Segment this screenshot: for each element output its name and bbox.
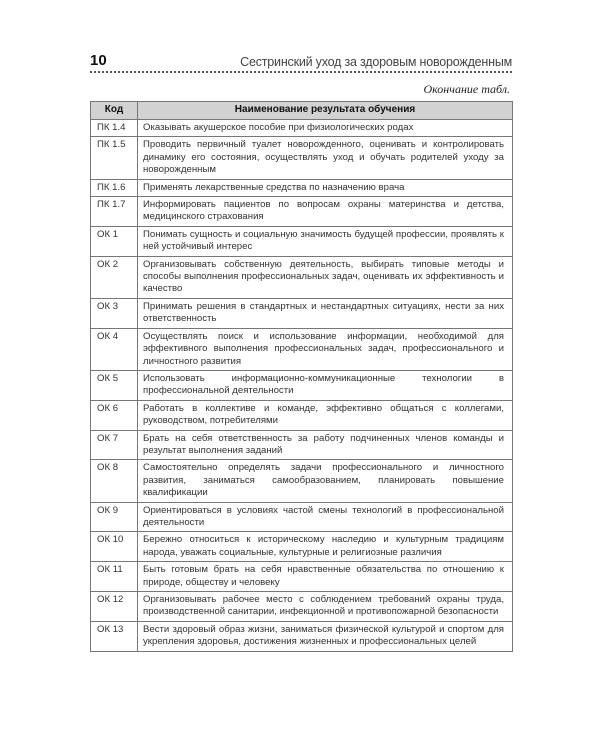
running-title: Сестринский уход за здоровым новорожденным (240, 54, 512, 69)
row-code: ОК 1 (91, 226, 138, 256)
table-row (91, 256, 513, 298)
row-description: Использовать информационно-коммуникационные технологии в профессиональной деятельности (138, 370, 513, 400)
table-row (91, 430, 513, 460)
row-description: Ориентироваться в условиях частой смены технологий в профессиональной деятельности (138, 502, 513, 532)
row-description: Осуществлять поиск и использование информации, необходимой для эффективного выполнения профессиональных задач, профессионального и личностного развития (138, 328, 513, 370)
column-header-result-name: Наименование результата обучения (138, 102, 513, 120)
row-code: ОК 12 (91, 592, 138, 622)
row-code: ОК 3 (91, 298, 138, 328)
row-code: ПК 1.4 (91, 120, 138, 137)
table-row (91, 120, 513, 137)
row-description: Понимать сущность и социальную значимость будущей профессии, проявлять к ней устойчивый интерес (138, 226, 513, 256)
row-description: Организовывать собственную деятельность, выбирать типовые методы и способы выполнения профессиональных задач, оценивать их эффективность и качество (138, 256, 513, 298)
row-code: ПК 1.5 (91, 137, 138, 179)
learning-results-table (90, 101, 513, 652)
row-description: Информировать пациентов по вопросам охраны материнства и детства, медицинского страхования (138, 197, 513, 227)
table-row (91, 621, 513, 651)
row-code: ОК 9 (91, 502, 138, 532)
table-row (91, 532, 513, 562)
row-description: Самостоятельно определять задачи профессионального и личностного развития, заниматься самообразованием, планировать повышение квалификации (138, 460, 513, 502)
row-description: Применять лекарственные средства по назначению врача (138, 179, 513, 196)
table-row (91, 179, 513, 196)
row-code: ОК 5 (91, 370, 138, 400)
row-description: Принимать решения в стандартных и нестандартных ситуациях, нести за них ответственность (138, 298, 513, 328)
row-code: ОК 6 (91, 400, 138, 430)
row-code: ОК 4 (91, 328, 138, 370)
row-description: Брать на себя ответственность за работу подчиненных членов команды и результат выполнения заданий (138, 430, 513, 460)
row-code: ПК 1.7 (91, 197, 138, 227)
table-row (91, 137, 513, 179)
row-description: Организовывать рабочее место с соблюдением требований охраны труда, производственной санитарии, инфекционной и противопожарной безопасности (138, 592, 513, 622)
row-description: Бережно относиться к историческому наследию и культурным традициям народа, уважать социальные, культурные и религиозные различия (138, 532, 513, 562)
table-row (91, 562, 513, 592)
row-code: ОК 13 (91, 621, 138, 651)
row-description: Оказывать акушерское пособие при физиологических родах (138, 120, 513, 137)
table-row (91, 592, 513, 622)
table-row (91, 400, 513, 430)
table-caption: Окончание табл. (423, 82, 510, 96)
row-code: ОК 2 (91, 256, 138, 298)
row-code: ОК 11 (91, 562, 138, 592)
row-description: Быть готовым брать на себя нравственные обязательства по отношению к природе, обществу и человеку (138, 562, 513, 592)
row-description: Проводить первичный туалет новорожденного, оценивать и контролировать динамику его состояния, осуществлять уход и обучать родителей уходу за новорожденным (138, 137, 513, 179)
page-number: 10 (90, 52, 107, 69)
row-code: ОК 10 (91, 532, 138, 562)
column-header-code: Код (91, 102, 138, 120)
table-header-row (91, 102, 513, 120)
row-code: ОК 7 (91, 430, 138, 460)
row-description: Работать в коллективе и команде, эффективно общаться с коллегами, руководством, потребителями (138, 400, 513, 430)
table-row (91, 460, 513, 502)
row-description: Вести здоровый образ жизни, заниматься физической культурой и спортом для укрепления здоровья, достижения жизненных и профессиональных целей (138, 621, 513, 651)
table-row (91, 370, 513, 400)
running-header (90, 46, 512, 68)
table-row (91, 298, 513, 328)
table-row (91, 197, 513, 227)
table-row (91, 328, 513, 370)
row-code: ПК 1.6 (91, 179, 138, 196)
table-row (91, 226, 513, 256)
row-code: ОК 8 (91, 460, 138, 502)
table-row (91, 502, 513, 532)
header-dotted-rule (90, 71, 512, 73)
